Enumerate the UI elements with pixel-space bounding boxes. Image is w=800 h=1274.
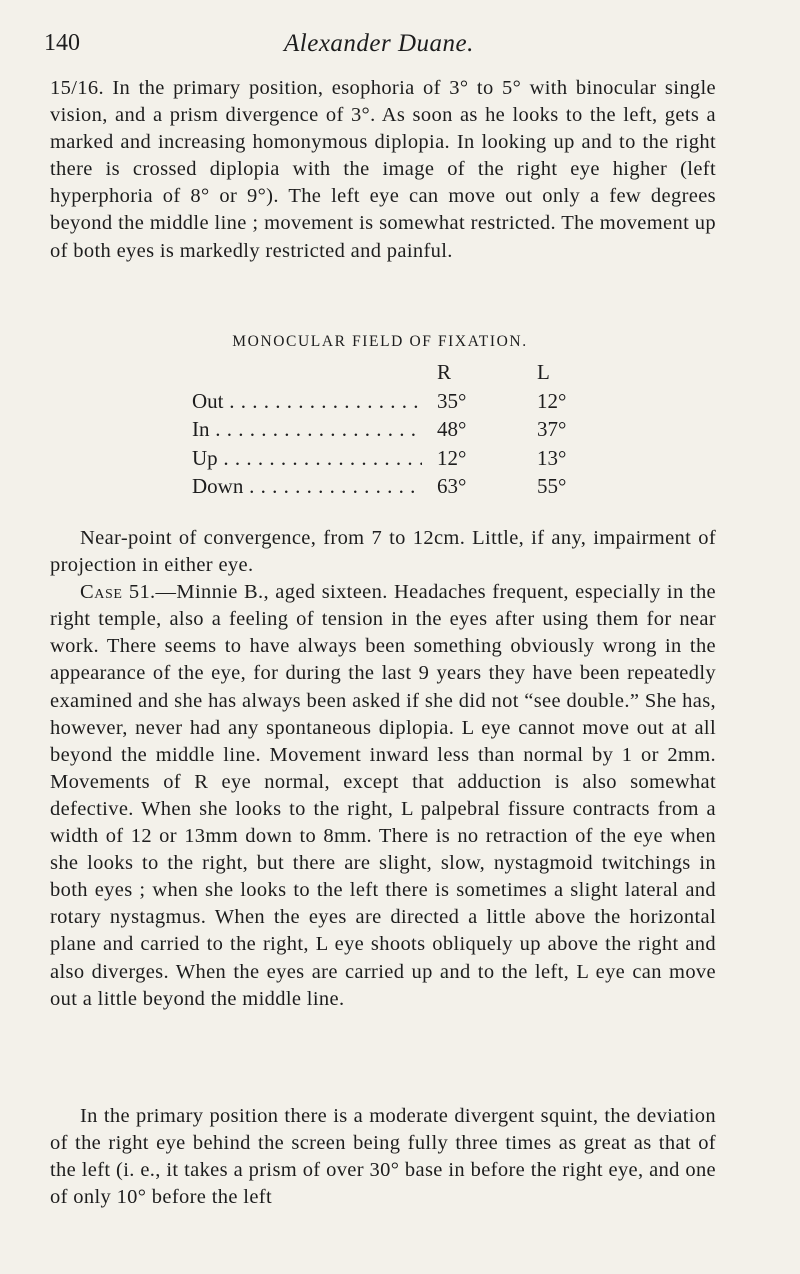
fixation-table — [192, 360, 612, 503]
row-value-r: 12° — [437, 445, 467, 470]
row-value-r: 35° — [437, 388, 467, 413]
row-value-r: 48° — [437, 417, 467, 441]
case-section — [50, 525, 716, 1013]
column-header-r: R — [437, 360, 452, 384]
table-row — [192, 474, 612, 503]
row-label: In . . . — [192, 417, 422, 442]
row-label: Up . . . — [192, 446, 422, 471]
paragraph-case-51 — [50, 579, 716, 1013]
paragraph-esophoria: 15/16. In the primary position, esophoria of 3° to 5° with binocular single vision, and a prism divergence of 3°. As soon as he looks to the left, gets a marked and increasing homonymous diplopia. In looking up and to the right there is crossed diplopia with the image of the right eye higher (left hyperphoria of 8° or 9°). The left eye can move out only a few degrees beyond the middle line ; movement is somewhat restricted. The movement up of both eyes is markedly restricted and painful. — [50, 77, 716, 262]
table-header-row — [192, 360, 612, 389]
row-value-l: 55° — [537, 474, 567, 498]
running-head: Alexander Duane. — [284, 30, 474, 57]
row-label: Down . . . — [192, 474, 422, 499]
page-number: 140 — [44, 30, 80, 56]
paragraph-primary-position: In the primary position there is a moderate divergent squint, the deviation of the right eye behind the screen being fully three times as great as that of the left (i. e., it takes a prism of over 30° base in before the right eye, and one of only 10° before the left — [50, 1105, 716, 1209]
case-text: 51.—Minnie B., aged sixteen. Headaches frequent, especially in the right temple, also a feeling of tension in the eyes after using them for near work. There seems to have always been something obviously wrong in the appearance of the eye, for during the last 9 years they have been repeatedly examined and she has always been asked if she did not “see double.” She has, however, never had any spontaneous diplopia. L eye cannot move out at all beyond the middle line. Movement inward less than normal by 1 or 2mm. Movements of R eye normal, except that adduction is also somewhat defective. When she looks to the right, L palpebral fissure contracts from a width of 12 or 13mm down to 8mm. There is no retraction of the eye when she looks to the right, but there are slight, slow, nystagmoid twitchings in both eyes ; when she looks to the left there is sometimes a slight lateral and rotary nystagmus. When the eyes are directed a little above the horizontal plane and carried to the right, L eye shoots obliquely up above the right and also diverges. When the eyes are carried up and to the left, L eye can move out a little beyond the middle line. — [50, 581, 716, 1010]
table-title: MONOCULAR FIELD OF FIXATION. — [232, 333, 528, 350]
row-value-l: 13° — [537, 445, 567, 470]
row-value-l: 12° — [537, 388, 567, 413]
paragraph-near-point: Near-point of convergence, from 7 to 12cm. Little, if any, impairment of projection in either eye. — [50, 527, 716, 577]
table-row — [192, 417, 612, 446]
table-row — [192, 446, 612, 475]
row-label: Out . . . — [192, 389, 422, 414]
row-value-l: 37° — [537, 417, 567, 441]
table-row — [192, 389, 612, 418]
case-label: Case — [80, 581, 123, 604]
page-header — [44, 30, 744, 64]
row-value-r: 63° — [437, 474, 467, 498]
column-header-l: L — [537, 360, 550, 384]
